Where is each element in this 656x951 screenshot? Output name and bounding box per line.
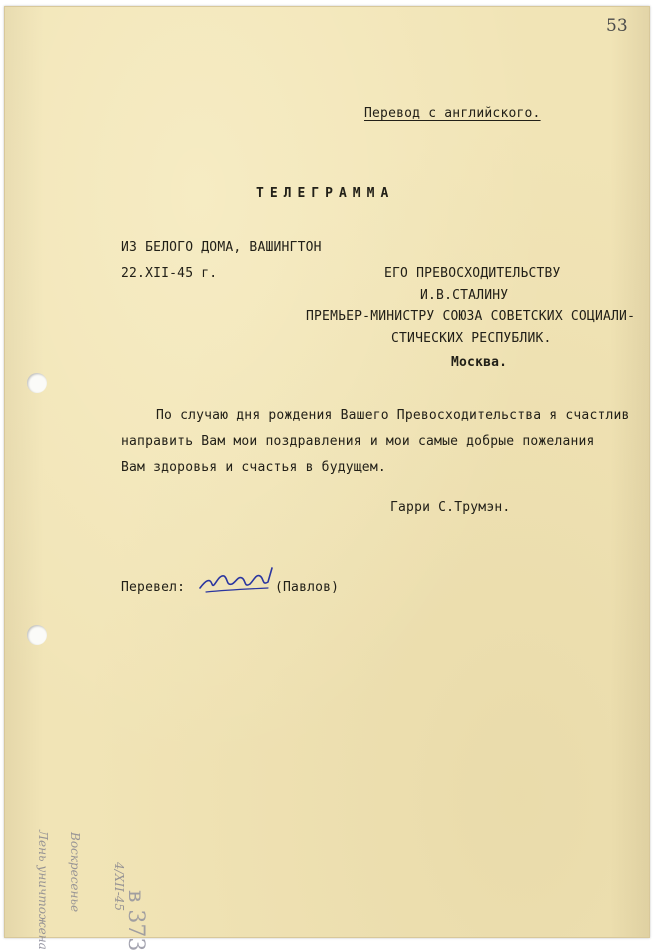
addressee-line-3: ПРЕМЬЕР-МИНИСТРУ СОЮЗА СОВЕТСКИХ СОЦИАЛИ- [306,309,636,324]
translator-label: Перевел: [121,580,186,595]
signature-line: Гарри С.Трумэн. [390,500,511,515]
archive-pencil-note-3: 4/XII-45 [112,862,126,912]
body-line-3: Вам здоровья и счастья в будущем. [121,460,386,475]
archive-pencil-note-2: Воскресенье [68,832,82,913]
archive-pencil-note-1: Лень уничтожена [36,830,50,950]
body-line-2: направить Вам мои поздравления и мои самые добрые пожелания [121,434,595,449]
punch-hole-top [27,373,47,393]
date-line: 22.XII-45 г. [121,266,218,281]
addressee-line-1: ЕГО ПРЕВОСХОДИТЕЛЬСТВУ [384,266,561,281]
folio-number: 53 [606,16,628,36]
sender-line: ИЗ БЕЛОГО ДОМА, ВАШИНГТОН [121,240,322,255]
body-line-1: По случаю дня рождения Вашего Превосходительства я счастлив [156,408,630,423]
addressee-city: Москва. [451,355,508,370]
punch-hole-bottom [27,625,47,645]
document-title: ТЕЛЕГРАММА [256,186,395,201]
translator-signature [196,562,276,598]
translator-name: (Павлов) [275,580,340,595]
translation-note: Перевод с английского. [364,106,541,121]
addressee-line-2: И.В.СТАЛИНУ [420,288,509,303]
archive-file-number: в 373 [123,890,148,951]
addressee-line-4: СТИЧЕСКИХ РЕСПУБЛИК. [391,331,552,346]
